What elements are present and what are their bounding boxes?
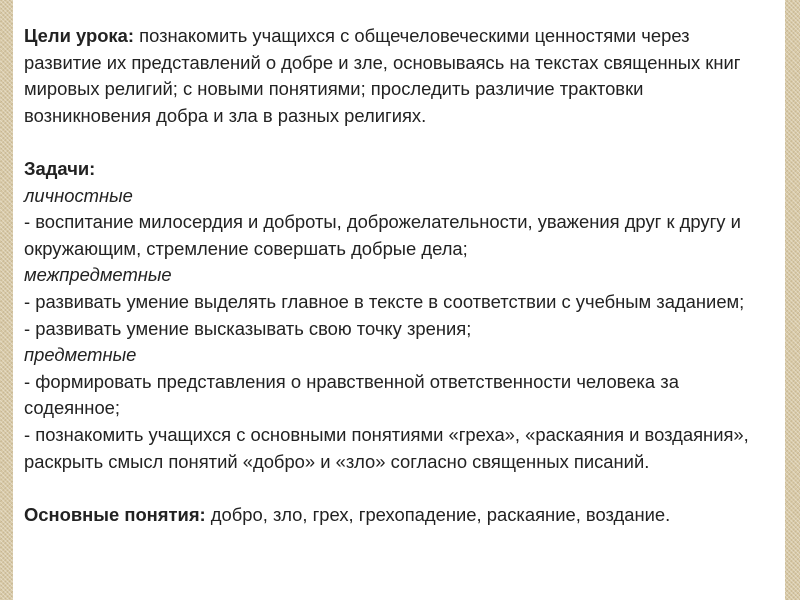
category-personal: личностные bbox=[24, 184, 133, 206]
goals-text: познакомить учащихся с общечеловеческими ценностями через развитие их представлений о добре и зле, основываясь на текстах священных книг мировых религий; с новыми понятиями; проследить различие трактовки возникновения добра и зла в разных религиях. bbox=[24, 25, 741, 126]
spacer bbox=[24, 129, 754, 156]
goals-paragraph bbox=[24, 23, 754, 129]
tasks-label-text: Задачи: bbox=[24, 157, 96, 179]
task-item: - воспитание милосердия и доброты, доброжелательности, уважения друг к другу и окружающим, стремление совершать добрые дела; bbox=[24, 211, 741, 259]
concepts-label: Основные понятия: bbox=[24, 503, 206, 525]
category-interdisciplinary: межпредметные bbox=[24, 264, 172, 286]
spacer bbox=[24, 475, 754, 502]
left-decorative-strip bbox=[0, 0, 13, 600]
tasks-label bbox=[24, 156, 754, 183]
task-item: - формировать представления о нравственной ответственности человека за содеянное; bbox=[24, 370, 679, 419]
right-decorative-strip bbox=[785, 0, 800, 600]
category-subject: предметные bbox=[24, 344, 137, 366]
concepts-text: добро, зло, грех, грехопадение, раскаяние, воздание. bbox=[205, 503, 671, 525]
task-item: - развивать умение высказывать свою точку зрения; bbox=[24, 317, 472, 339]
task-item: - познакомить учащихся с основными понятиями «греха», «раскаяния и воздаяния», раскрыть смысл понятий «добро» и «зло» согласно священных писаний. bbox=[24, 423, 749, 472]
slide-content bbox=[24, 23, 754, 528]
goals-label: Цели урока: bbox=[24, 25, 134, 46]
concepts-paragraph bbox=[24, 502, 754, 529]
task-item: - развивать умение выделять главное в тексте в соответствии с учебным заданием; bbox=[24, 290, 745, 312]
